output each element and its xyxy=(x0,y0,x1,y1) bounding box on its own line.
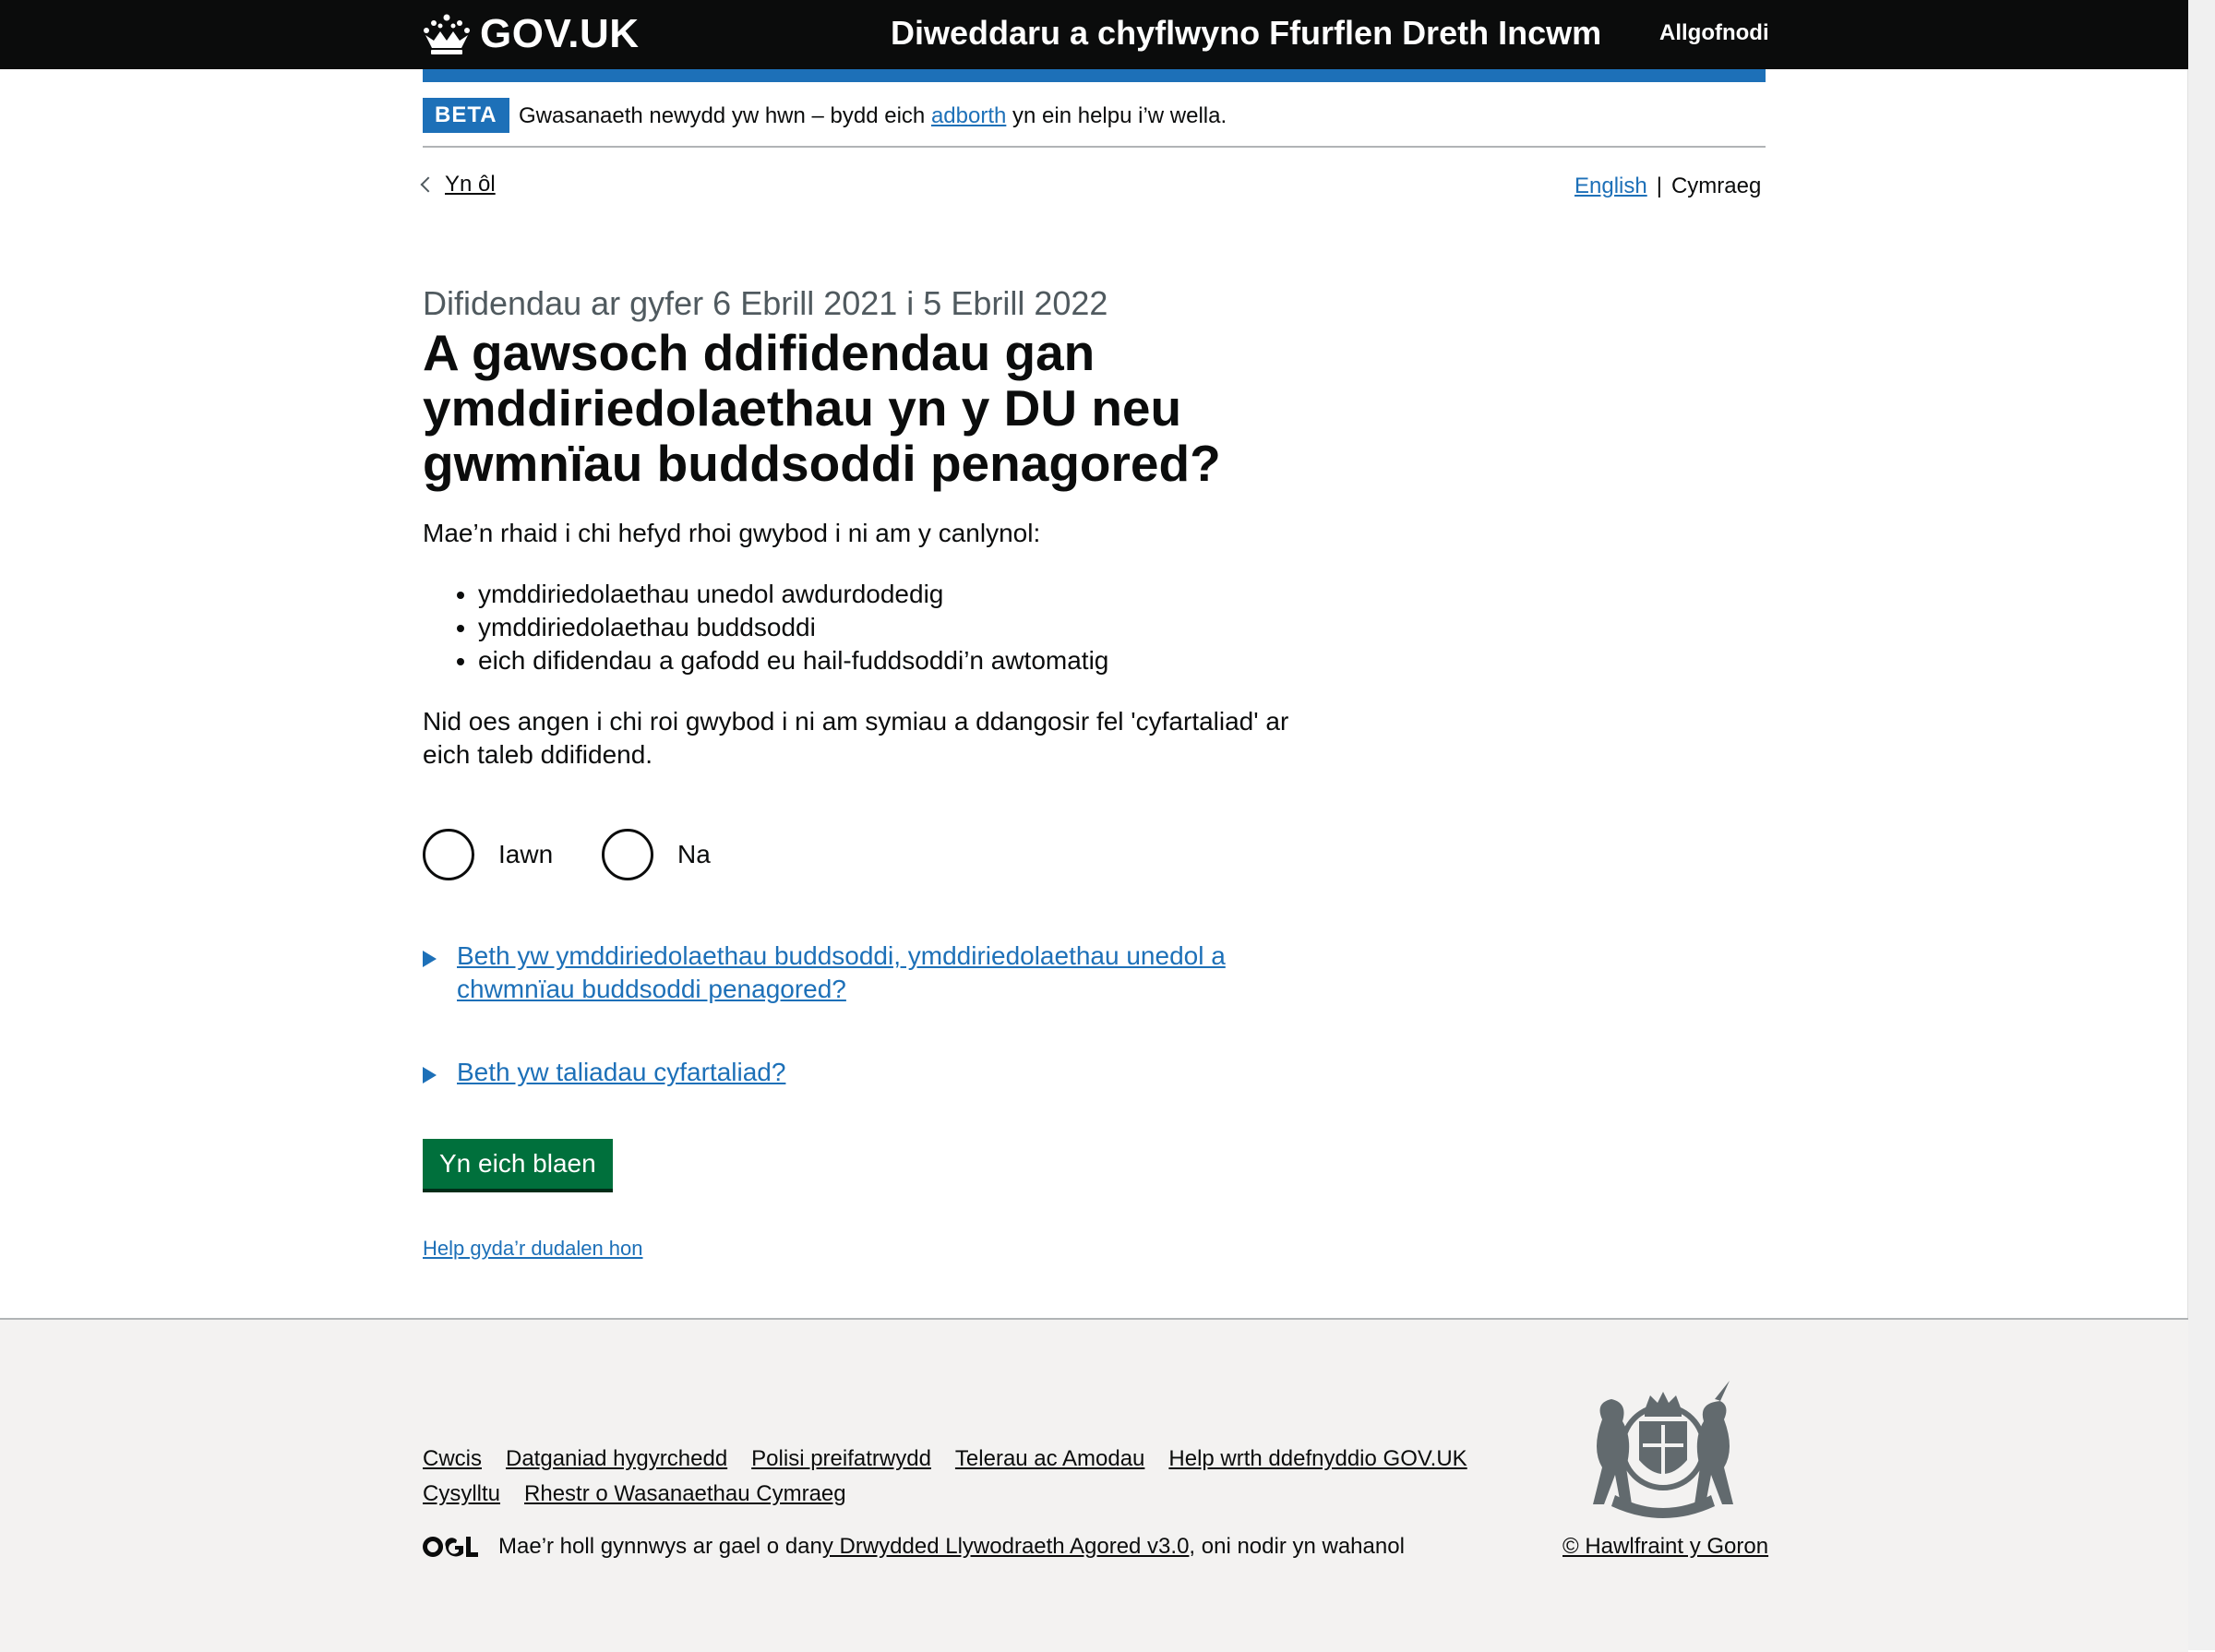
feedback-link[interactable]: adborth xyxy=(930,103,1007,128)
crown-icon xyxy=(423,13,471,55)
site-footer xyxy=(0,1318,2188,1652)
language-toggle xyxy=(1574,174,1761,199)
licence-statement xyxy=(423,1534,1405,1560)
logo-text: GOV.UK xyxy=(480,11,640,56)
lang-separator: | xyxy=(1656,174,1662,198)
continue-button[interactable]: Yn eich blaen xyxy=(423,1139,613,1189)
licence-text-before: Mae’r holl gynnwys ar gael o dan xyxy=(498,1534,822,1559)
page-title: A gawsoch ddifidendau gan ymddiriedolaethau yn y DU neu gwmnïau buddsoddi penagored? xyxy=(423,324,1221,492)
lang-welsh-current: Cymraeg xyxy=(1670,174,1762,198)
signout-link[interactable]: Allgofnodi xyxy=(1659,20,1769,45)
footer-link-terms[interactable]: Telerau ac Amodau xyxy=(954,1446,1145,1471)
royal-coat-of-arms-icon xyxy=(1574,1375,1752,1523)
footer-link-accessibility[interactable]: Datganiad hygyrchedd xyxy=(506,1446,728,1471)
back-label: Yn ôl xyxy=(445,172,496,197)
phase-banner-text xyxy=(519,103,1227,129)
footer-link-contact[interactable]: Cysylltu xyxy=(423,1481,501,1506)
list-item: • eich difidendau a gafodd eu hail-fuddsoddi’n awtomatig xyxy=(478,644,1108,677)
list-item: • ymddiriedolaethau unedol awdurdodedig xyxy=(478,578,1108,611)
intro-text: Mae’n rhaid i chi hefyd rhoi gwybod i ni am y canlynol: xyxy=(423,519,1041,547)
phase-banner xyxy=(423,98,1766,148)
back-link[interactable] xyxy=(423,172,496,198)
page-caption: Difidendau ar gyfer 6 Ebrill 2021 i 5 Ebrill 2022 xyxy=(423,284,1108,322)
site-header xyxy=(0,0,2188,69)
ogl-logo-icon xyxy=(423,1535,480,1559)
crown-copyright-link[interactable]: © Hawlfraint y Goron xyxy=(1562,1534,1769,1559)
help-link[interactable]: Help gyda’r dudalen hon xyxy=(423,1237,643,1260)
footer-link-welsh-services[interactable]: Rhestr o Wasanaethau Cymraeg xyxy=(524,1481,846,1506)
details-equalisation[interactable] xyxy=(423,1056,1287,1089)
radio-no-label: Na xyxy=(677,840,711,868)
details-investment-trusts-summary[interactable]: Beth yw ymddiriedolaethau buddsoddi, ymddiriedolaethau unedol a chwmnïau buddsoddi penagored? xyxy=(457,941,1226,1003)
header-accent-bar xyxy=(423,69,1766,82)
radio-yes[interactable] xyxy=(423,829,553,880)
footer-links xyxy=(423,1442,1484,1512)
details-investment-trusts[interactable] xyxy=(423,940,1287,1006)
bullet-list xyxy=(423,578,1108,677)
phase-text-before: Gwasanaeth newydd yw hwn – bydd eich xyxy=(519,103,931,128)
lang-english-link[interactable]: English xyxy=(1574,174,1647,198)
govuk-logo-link[interactable] xyxy=(423,11,640,57)
radio-no[interactable] xyxy=(602,829,711,880)
beta-tag: BETA xyxy=(423,98,509,133)
service-name-link[interactable]: Diweddaru a chyflwyno Ffurflen Dreth Incwm xyxy=(891,14,1602,52)
licence-text-after: , oni nodir yn wahanol xyxy=(1189,1534,1405,1559)
radio-yes-label: Iawn xyxy=(498,840,554,868)
triangle-right-icon xyxy=(423,951,437,967)
footer-link-help[interactable]: Help wrth ddefnyddio GOV.UK xyxy=(1168,1446,1467,1471)
equalisation-note: Nid oes angen i chi roi gwybod i ni am symiau a ddangosir fel 'cyfartaliad' ar eich taleb ddifidend. xyxy=(423,707,1289,769)
list-item: • ymddiriedolaethau buddsoddi xyxy=(478,611,1108,644)
open-government-licence-link[interactable]: y Drwydded Llywodraeth Agored v3.0 xyxy=(821,1534,1190,1559)
phase-text-after: yn ein helpu i’w wella. xyxy=(1006,103,1227,128)
details-equalisation-summary[interactable]: Beth yw taliadau cyfartaliad? xyxy=(457,1058,786,1086)
footer-link-cookies[interactable]: Cwcis xyxy=(423,1446,482,1471)
chevron-left-icon xyxy=(421,177,437,193)
radio-no-circle[interactable] xyxy=(602,829,653,880)
radio-yes-circle[interactable] xyxy=(423,829,474,880)
footer-link-privacy[interactable]: Polisi preifatrwydd xyxy=(751,1446,931,1471)
triangle-right-icon xyxy=(423,1067,437,1083)
scrollbar-track[interactable] xyxy=(2187,0,2215,1650)
